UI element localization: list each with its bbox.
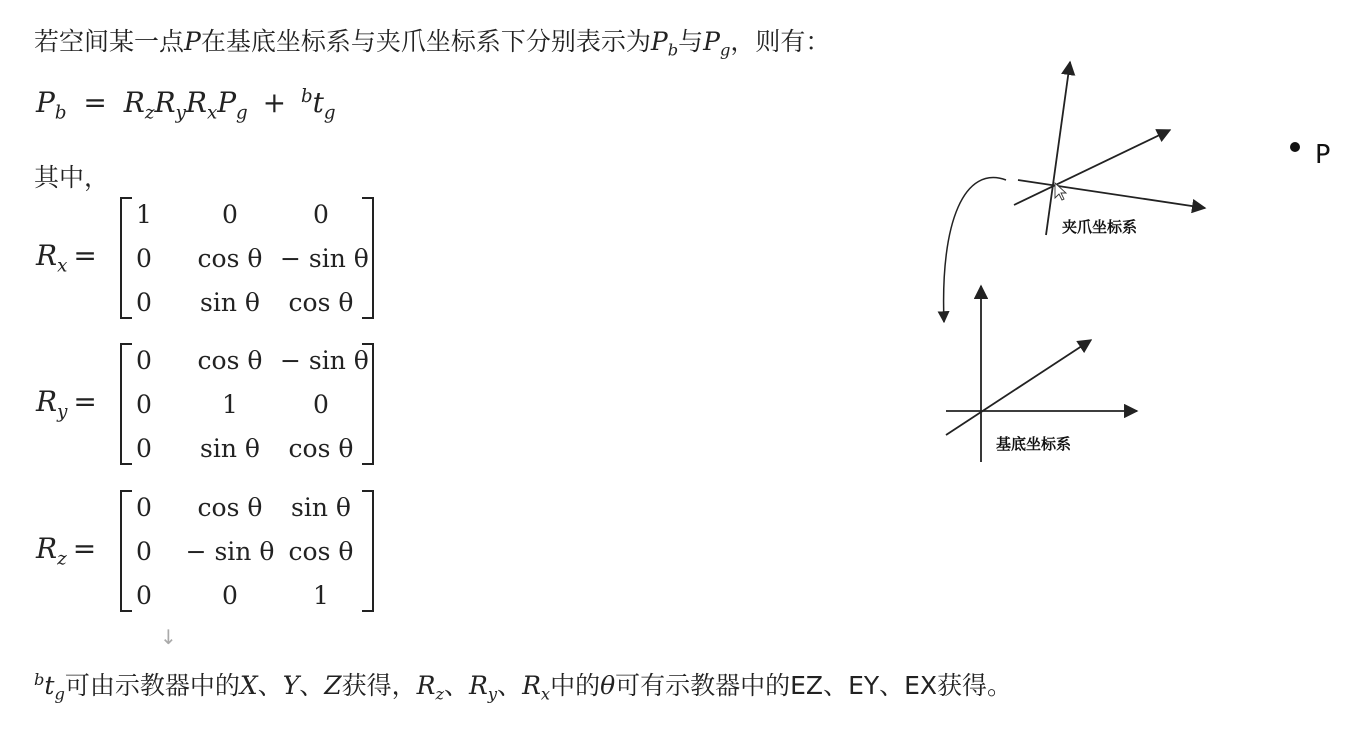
matrix-cell: 0 xyxy=(136,580,152,610)
matrix-cell: 0 xyxy=(222,580,238,610)
matrix-cell: cos θ xyxy=(197,492,263,522)
matrix-cell: 0 xyxy=(136,433,152,463)
where-label: 其中， xyxy=(34,163,110,192)
matrix-cell: cos θ xyxy=(288,536,354,566)
matrix-cell: cos θ xyxy=(288,287,354,317)
matrix-cell: − sin θ xyxy=(280,243,369,273)
base-frame-label: 基底坐标系 xyxy=(996,435,1072,453)
matrix-ry: $R_y$ = 0 cos θ − sin θ 0 1 0 0 sin θ cos θ xyxy=(36,339,374,469)
matrix-cell: sin θ xyxy=(200,433,260,463)
gripper-y-axis xyxy=(1014,130,1170,205)
intro-text-2: 在基底坐标系与夹爪坐标系下分别表示为 xyxy=(200,27,651,56)
matrix-cell: cos θ xyxy=(197,243,263,273)
matrix-cell: 0 xyxy=(136,492,152,522)
matrix-cell: 0 xyxy=(313,389,329,419)
matrix-cell: 0 xyxy=(136,345,152,375)
matrix-cell: − sin θ xyxy=(280,345,369,375)
matrix-cell: 0 xyxy=(222,199,238,229)
gripper-frame xyxy=(1014,62,1205,235)
matrix-cell: cos θ xyxy=(288,433,354,463)
base-y-axis xyxy=(946,340,1091,435)
matrix-cell: sin θ xyxy=(291,492,351,522)
transform-equation: $P_b = R_zR_yR_xP_g + ^bt_g$ xyxy=(36,86,336,124)
matrix-cell: sin θ xyxy=(200,287,260,317)
matrix-cell: cos θ xyxy=(197,345,263,375)
gripper-x-axis xyxy=(1018,180,1205,208)
matrix-cell: 0 xyxy=(313,199,329,229)
down-arrow-icon: ↓ xyxy=(160,625,177,649)
matrix-cell: 1 xyxy=(222,389,238,419)
matrix-cell: 0 xyxy=(136,536,152,566)
point-marker xyxy=(1290,142,1300,152)
intro-text-4: ，则有： xyxy=(730,27,831,56)
matrix-rx: $R_x$ = 1 0 0 0 cos θ − sin θ 0 sin θ cos θ xyxy=(36,193,374,323)
gripper-frame-label: 夹爪坐标系 xyxy=(1062,218,1138,236)
transform-curve-arrow xyxy=(944,178,1006,322)
matrix-cell: 1 xyxy=(313,580,329,610)
matrix-cell: 0 xyxy=(136,389,152,419)
intro-text-3: 与 xyxy=(678,27,704,56)
matrix-cell: − sin θ xyxy=(185,536,275,566)
footer-sentence: $^bt_g$可由示教器中的X、Y、Z获得，$R_z$、$R_y$、$R_x$中的θ可有示教器中的EZ、EY、EX获得。 xyxy=(34,670,1013,704)
point-symbol: P xyxy=(184,27,201,56)
pg-symbol: $P_g$ xyxy=(703,27,731,60)
matrix-cell: 0 xyxy=(136,287,152,317)
gripper-z-axis xyxy=(1046,62,1070,235)
matrix-rz: $R_z$ = 0 cos θ sin θ 0 − sin θ cos θ 0 0 1 xyxy=(36,486,374,616)
point-label: P xyxy=(1315,140,1331,170)
matrix-cell: 1 xyxy=(136,199,152,229)
intro-text-1: 若空间某一点 xyxy=(34,27,185,56)
matrix-cell: 0 xyxy=(136,243,152,273)
pb-symbol: $P_b$ xyxy=(650,27,679,60)
